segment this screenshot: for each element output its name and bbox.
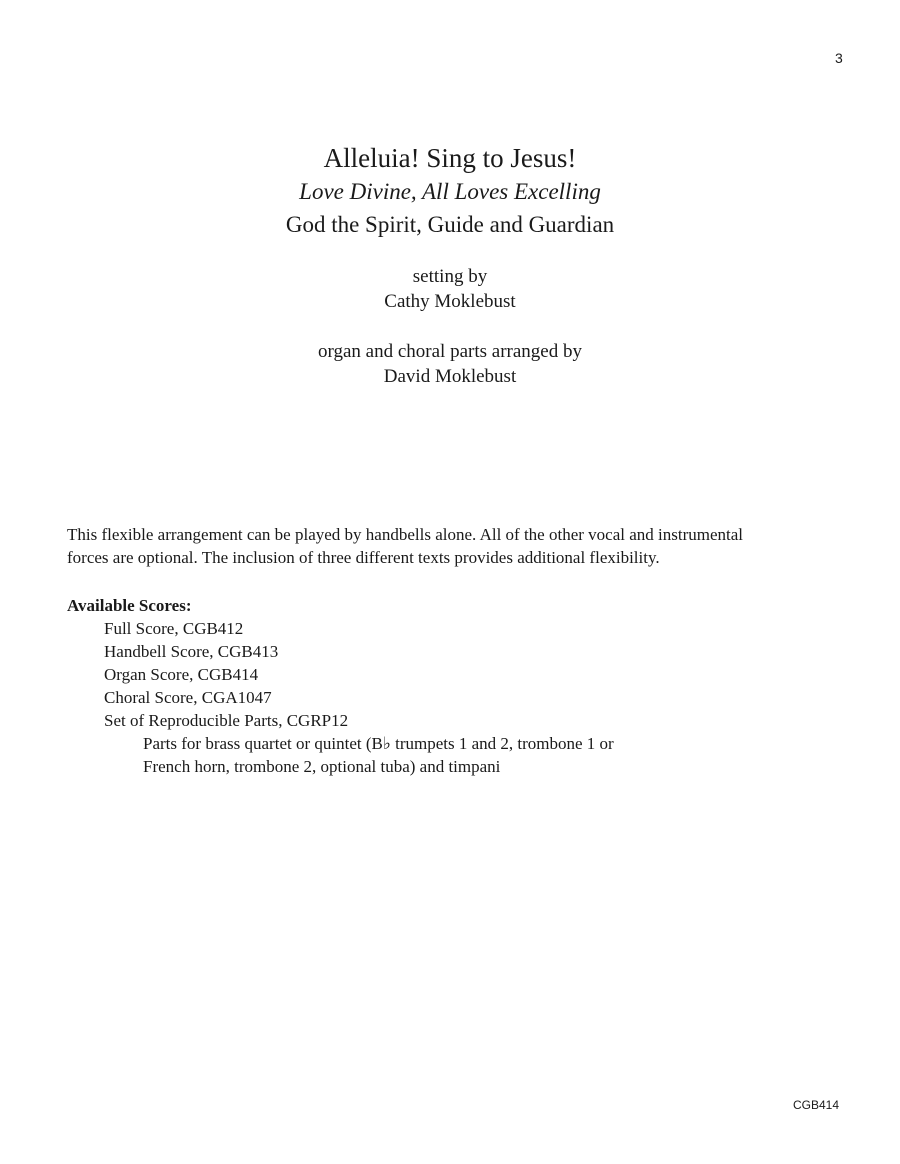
setting-author: Cathy Moklebust bbox=[384, 291, 516, 312]
alternate-text-title-2: God the Spirit, Guide and Guardian bbox=[285, 212, 615, 237]
title-block bbox=[0, 140, 900, 389]
score-item-reproducible-parts: Set of Reproducible Parts, CGRP12 bbox=[104, 711, 349, 730]
catalog-code: CGB414 bbox=[793, 1098, 840, 1112]
intro-paragraph: This flexible arrangement can be played by handbells alone. All of the other vocal and instrumental forces are optional. The inclusion of three different texts provides additional flexibility. bbox=[67, 525, 743, 567]
page-number: 3 bbox=[835, 50, 843, 66]
available-scores-section bbox=[67, 594, 847, 778]
score-item-choral: Choral Score, CGA1047 bbox=[104, 688, 272, 707]
arranged-label: organ and choral parts arranged by bbox=[318, 341, 582, 362]
score-item-handbell: Handbell Score, CGB413 bbox=[104, 642, 279, 661]
available-scores-heading: Available Scores: bbox=[67, 596, 192, 615]
setting-label: setting by bbox=[412, 266, 488, 287]
score-item-full: Full Score, CGB412 bbox=[104, 619, 244, 638]
arranger-name: David Moklebust bbox=[383, 366, 517, 387]
alternate-text-title-1: Love Divine, All Loves Excelling bbox=[299, 179, 601, 204]
parts-description: Parts for brass quartet or quintet (B♭ trumpets 1 and 2, trombone 1 or French horn, trombone 2, optional tuba) and timpani bbox=[143, 734, 614, 776]
piece-title: Alleluia! Sing to Jesus! bbox=[323, 143, 577, 173]
score-item-organ: Organ Score, CGB414 bbox=[104, 665, 259, 684]
